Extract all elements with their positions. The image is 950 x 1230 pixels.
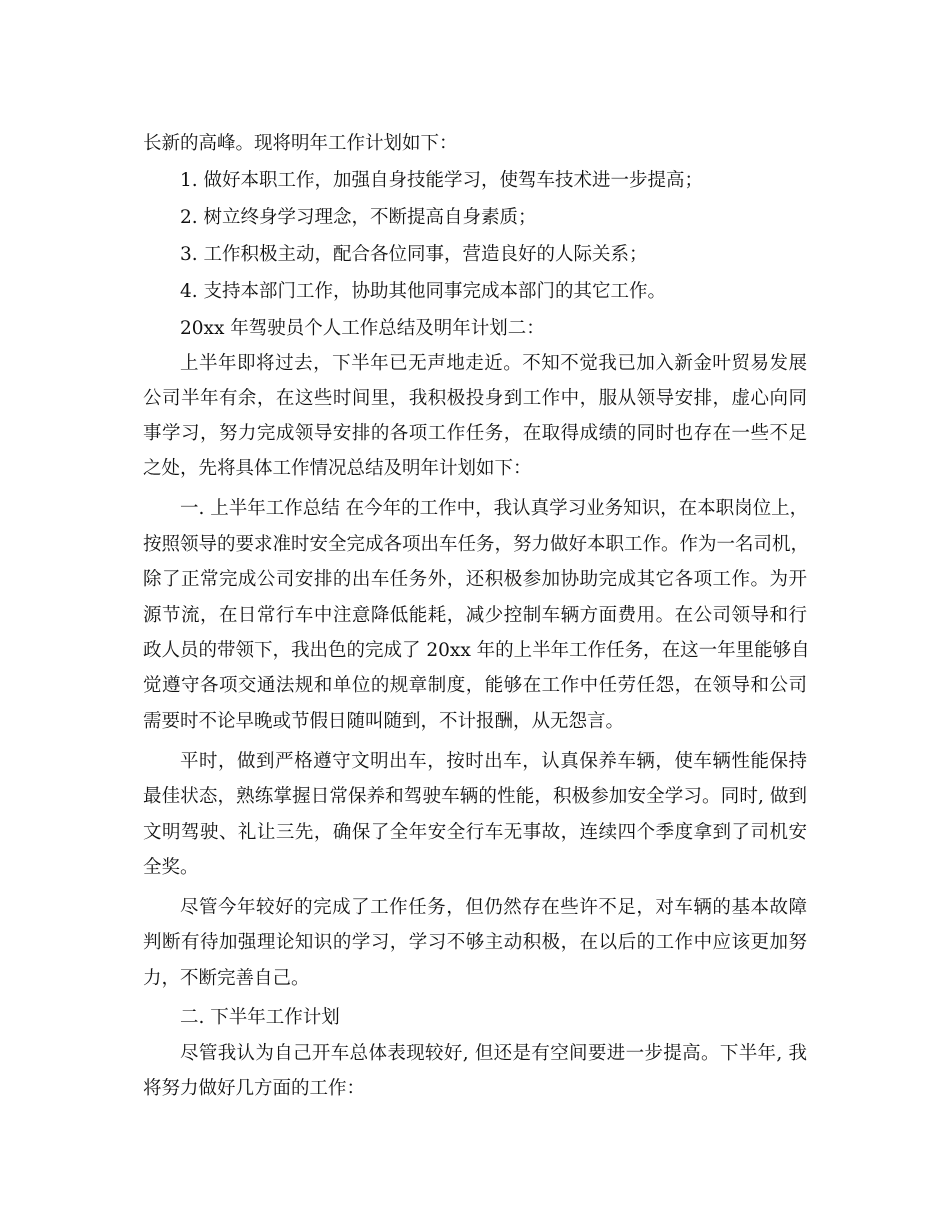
text-line: 尽管我认为自己开车总体表现较好, 但还是有空间要进一步提高。下半年, 我 [180,1043,807,1064]
list-item: 2. 树立终身学习理念，不断提高自身素质； [180,207,537,228]
text-line: 上半年即将过去，下半年已无声地走近。不知不觉我已加入新金叶贸易发展 [180,353,807,374]
text-line: 将努力做好几方面的工作： [143,1078,366,1099]
text-line: 判断有待加强理论知识的学习，学习不够主动积极，在以后的工作中应该更加努 [143,932,807,953]
text-line: 政人员的带领下，我出色的完成了 20xx 年的上半年工作任务，在这一年里能够自 [143,640,810,661]
text-line: 源节流，在日常行车中注意降低能耗，减少控制车辆方面费用。在公司领导和行 [143,605,807,626]
text-line: 公司半年有余，在这些时间里，我积极投身到工作中，服从领导安排，虚心向同 [143,388,807,409]
section-heading: 二. 下半年工作计划 [180,1007,340,1028]
text-line: 之处，先将具体工作情况总结及明年计划如下： [143,458,532,479]
text-line: 平时，做到严格遵守文明出车，按时出车，认真保养车辆，使车辆性能保持 [180,751,807,772]
text-line: 长新的高峰。现将明年工作计划如下： [143,133,458,154]
text-line: 全奖。 [143,857,199,878]
text-line: 觉遵守各项交通法规和单位的规章制度，能够在工作中任劳任怨，在领导和公司 [143,675,807,696]
text-line: 按照领导的要求准时安全完成各项出车任务，努力做好本职工作。作为一名司机， [143,534,810,555]
text-line: 一. 上半年工作总结 在今年的工作中，我认真学习业务知识，在本职岗位上， [180,498,809,519]
section-heading: 20xx 年驾驶员个人工作总结及明年计划二： [180,318,545,339]
list-item: 3. 工作积极主动，配合各位同事，营造良好的人际关系； [180,244,648,265]
text-line: 除了正常完成公司安排的出车任务外，还积极参加协助完成其它各项工作。为开 [143,569,807,590]
text-line: 力，不断完善自己。 [143,968,310,989]
text-line: 文明驾驶、礼让三先，确保了全年安全行车无事故，连续四个季度拿到了司机安 [143,822,807,843]
text-line: 尽管今年较好的完成了工作任务，但仍然存在些许不足，对车辆的基本故障 [180,897,807,918]
list-item: 1. 做好本职工作，加强自身技能学习，使驾车技术进一步提高； [180,170,704,191]
text-line: 最佳状态，熟练掌握日常保养和驾驶车辆的性能，积极参加安全学习。同时, 做到 [143,786,807,807]
text-line: 事学习，努力完成领导安排的各项工作任务，在取得成绩的同时也存在一些不足 [143,423,807,444]
list-item: 4. 支持本部门工作，协助其他同事完成本部门的其它工作。 [180,281,667,302]
text-line: 需要时不论早晚或节假日随叫随到，不计报酬，从无怨言。 [143,711,625,732]
